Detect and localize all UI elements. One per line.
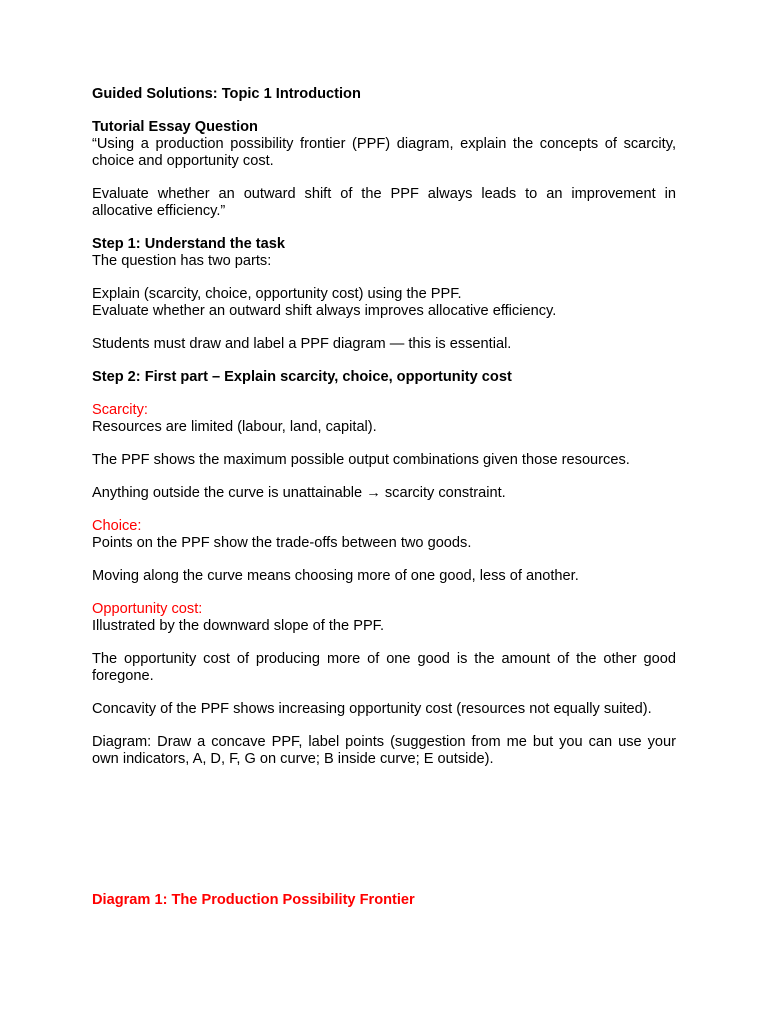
essay-question-part-1: “Using a production possibility frontier (PPF) diagram, explain the concepts of scarcity, choice and opportunity cost.	[92, 136, 676, 169]
choice-point-1: Points on the PPF show the trade-offs between two goods.	[92, 535, 472, 551]
scarcity-point-2: The PPF shows the maximum possible output combinations given those resources.	[92, 452, 630, 468]
diagram-title: Diagram 1: The Production Possibility Frontier	[92, 892, 415, 908]
essay-question-part-2: Evaluate whether an outward shift of the PPF always leads to an improvement in allocative efficiency.”	[92, 186, 676, 219]
essay-heading: Tutorial Essay Question	[92, 119, 258, 135]
opportunity-cost-label: Opportunity cost:	[92, 601, 203, 617]
opportunity-cost-point-3: Concavity of the PPF shows increasing opportunity cost (resources not equally suited).	[92, 701, 652, 717]
step1-intro: The question has two parts:	[92, 253, 272, 269]
document-title: Guided Solutions: Topic 1 Introduction	[92, 86, 361, 102]
step1-part-2: Evaluate whether an outward shift always improves allocative efficiency.	[92, 303, 557, 319]
step1-heading: Step 1: Understand the task	[92, 236, 286, 252]
diagram-instruction: Diagram: Draw a concave PPF, label points (suggestion from me but you can use your own indicators, A, D, F, G on curve; B inside curve; E outside).	[92, 734, 676, 767]
scarcity-label: Scarcity:	[92, 402, 148, 418]
step2-heading: Step 2: First part – Explain scarcity, choice, opportunity cost	[92, 369, 512, 385]
document-page	[92, 86, 676, 909]
step1-note: Students must draw and label a PPF diagram — this is essential.	[92, 336, 512, 352]
step1-part-1: Explain (scarcity, choice, opportunity cost) using the PPF.	[92, 286, 462, 302]
opportunity-cost-point-2: The opportunity cost of producing more of one good is the amount of the other good foregone.	[92, 651, 676, 684]
choice-label: Choice:	[92, 518, 142, 534]
opportunity-cost-point-1: Illustrated by the downward slope of the PPF.	[92, 618, 385, 634]
scarcity-point-3: Anything outside the curve is unattainable → scarcity constraint.	[92, 485, 506, 501]
scarcity-point-1: Resources are limited (labour, land, capital).	[92, 419, 377, 435]
choice-point-2: Moving along the curve means choosing more of one good, less of another.	[92, 568, 579, 584]
